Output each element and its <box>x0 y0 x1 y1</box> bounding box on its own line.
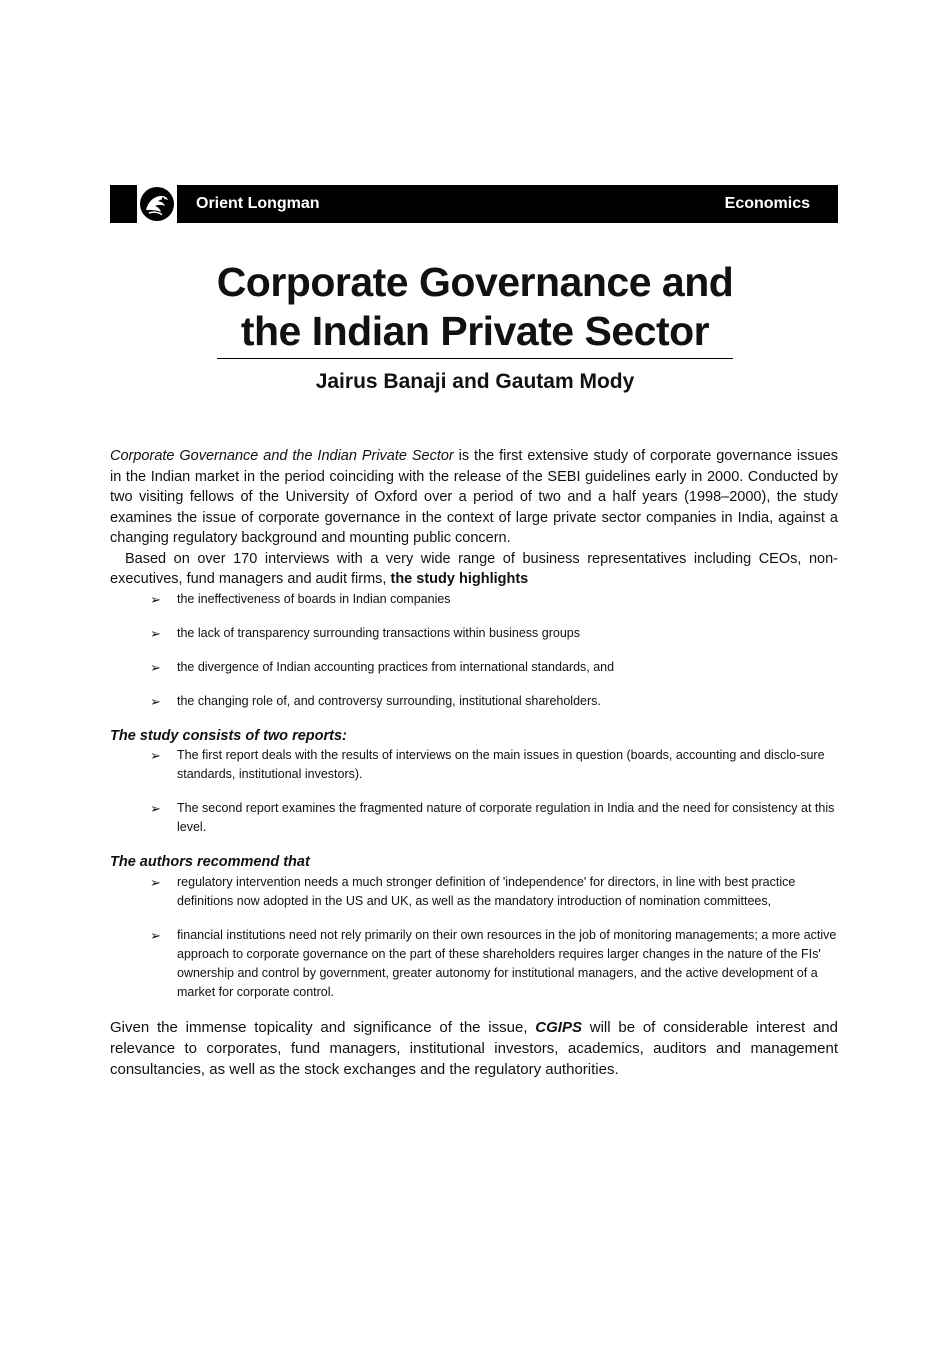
arrow-bullet-icon: ➢ <box>150 659 161 675</box>
header-bar <box>110 185 838 223</box>
arrow-bullet-icon: ➢ <box>150 748 161 763</box>
arrow-bullet-icon: ➢ <box>150 625 161 641</box>
list-item <box>110 692 838 711</box>
highlights-list <box>110 590 838 711</box>
book-authors: Jairus Banaji and Gautam Mody <box>315 370 635 393</box>
intro-title-italic: Corporate Governance and the Indian Private Sector <box>110 448 454 464</box>
reports-heading: The study consists of two reports: <box>110 727 347 744</box>
intro-paragraph <box>110 446 838 549</box>
dragon-logo-icon <box>139 186 175 222</box>
highlight-text: the lack of transparency surrounding transactions within business groups <box>177 625 580 640</box>
closing-text-after: will be of considerable interest and relevance to corporates, fund managers, institutional investors, academics, auditors and management consultancies, as well as the stock exchanges and the regulatory authorities. <box>110 1018 838 1078</box>
book-title <box>217 258 734 359</box>
subject-label: Economics <box>724 195 810 212</box>
list-item <box>110 799 838 837</box>
description-body <box>110 446 838 1080</box>
list-item <box>110 873 838 911</box>
closing-paragraph <box>110 1017 838 1080</box>
publisher-logo <box>137 185 177 223</box>
report-text: The second report examines the fragmented nature of corporate regulation in India and the need for consistency at this level. <box>177 801 835 834</box>
recommendation-text: regulatory intervention needs a much stronger definition of 'independence' for directors, in line with best practice definitions now adopted in the US and UK, as well as the mandatory introduction of nomination committees, <box>177 874 796 908</box>
closing-text-before: Given the immense topicality and significance of the issue, <box>110 1018 536 1036</box>
arrow-bullet-icon: ➢ <box>150 874 161 890</box>
book-title-line2: the Indian Private Sector <box>240 308 710 354</box>
publisher-name: Orient Longman <box>196 195 320 212</box>
list-item <box>110 590 838 609</box>
list-item <box>110 746 838 784</box>
highlights-intro-bold: the study highlights <box>390 571 529 587</box>
title-block <box>0 258 950 359</box>
recommend-heading: The authors recommend that <box>110 854 310 870</box>
book-title-line1: Corporate Governance and <box>216 259 734 305</box>
intro-text: is the first extensive study of corporate governance issues in the Indian market in the period coinciding with the release of the SEBI guidelines early in 2000. Conducted by two visiting fellows of the University of Oxford over a period of two and a half years (1998–2000), the study examines the issue of corporate governance in the context of large private sector companies in India, against a changing regulatory background and mounting public concern. <box>110 448 838 546</box>
arrow-bullet-icon: ➢ <box>150 801 161 816</box>
list-item <box>110 624 838 643</box>
recommendations-list <box>110 873 838 1002</box>
arrow-bullet-icon: ➢ <box>150 927 161 943</box>
arrow-bullet-icon: ➢ <box>150 591 161 607</box>
highlights-intro-text: Based on over 170 interviews with a very wide range of business representatives including CEOs, non-executives, fund managers and audit firms, <box>110 550 838 587</box>
highlight-text: the changing role of, and controversy surrounding, institutional shareholders. <box>177 693 601 708</box>
highlight-text: the divergence of Indian accounting practices from international standards, and <box>177 659 615 674</box>
highlight-text: the ineffectiveness of boards in Indian companies <box>177 591 451 606</box>
list-item <box>110 658 838 677</box>
arrow-bullet-icon: ➢ <box>150 693 161 709</box>
closing-abbrev: CGIPS <box>535 1018 582 1036</box>
reports-list <box>110 746 838 837</box>
list-item <box>110 926 838 1002</box>
report-text: The first report deals with the results of interviews on the main issues in question (boards, accounting and disclo-sure standards, institutional investors). <box>177 748 825 781</box>
recommendation-text: financial institutions need not rely primarily on their own resources in the job of monitoring managements; a more active approach to corporate governance on the part of these shareholders requires larger changes in the nature of the FIs' ownership and control by government, greater autonomy for institutional managers, and the active development of a market for corporate control. <box>177 927 837 999</box>
highlights-intro-paragraph <box>110 549 838 590</box>
